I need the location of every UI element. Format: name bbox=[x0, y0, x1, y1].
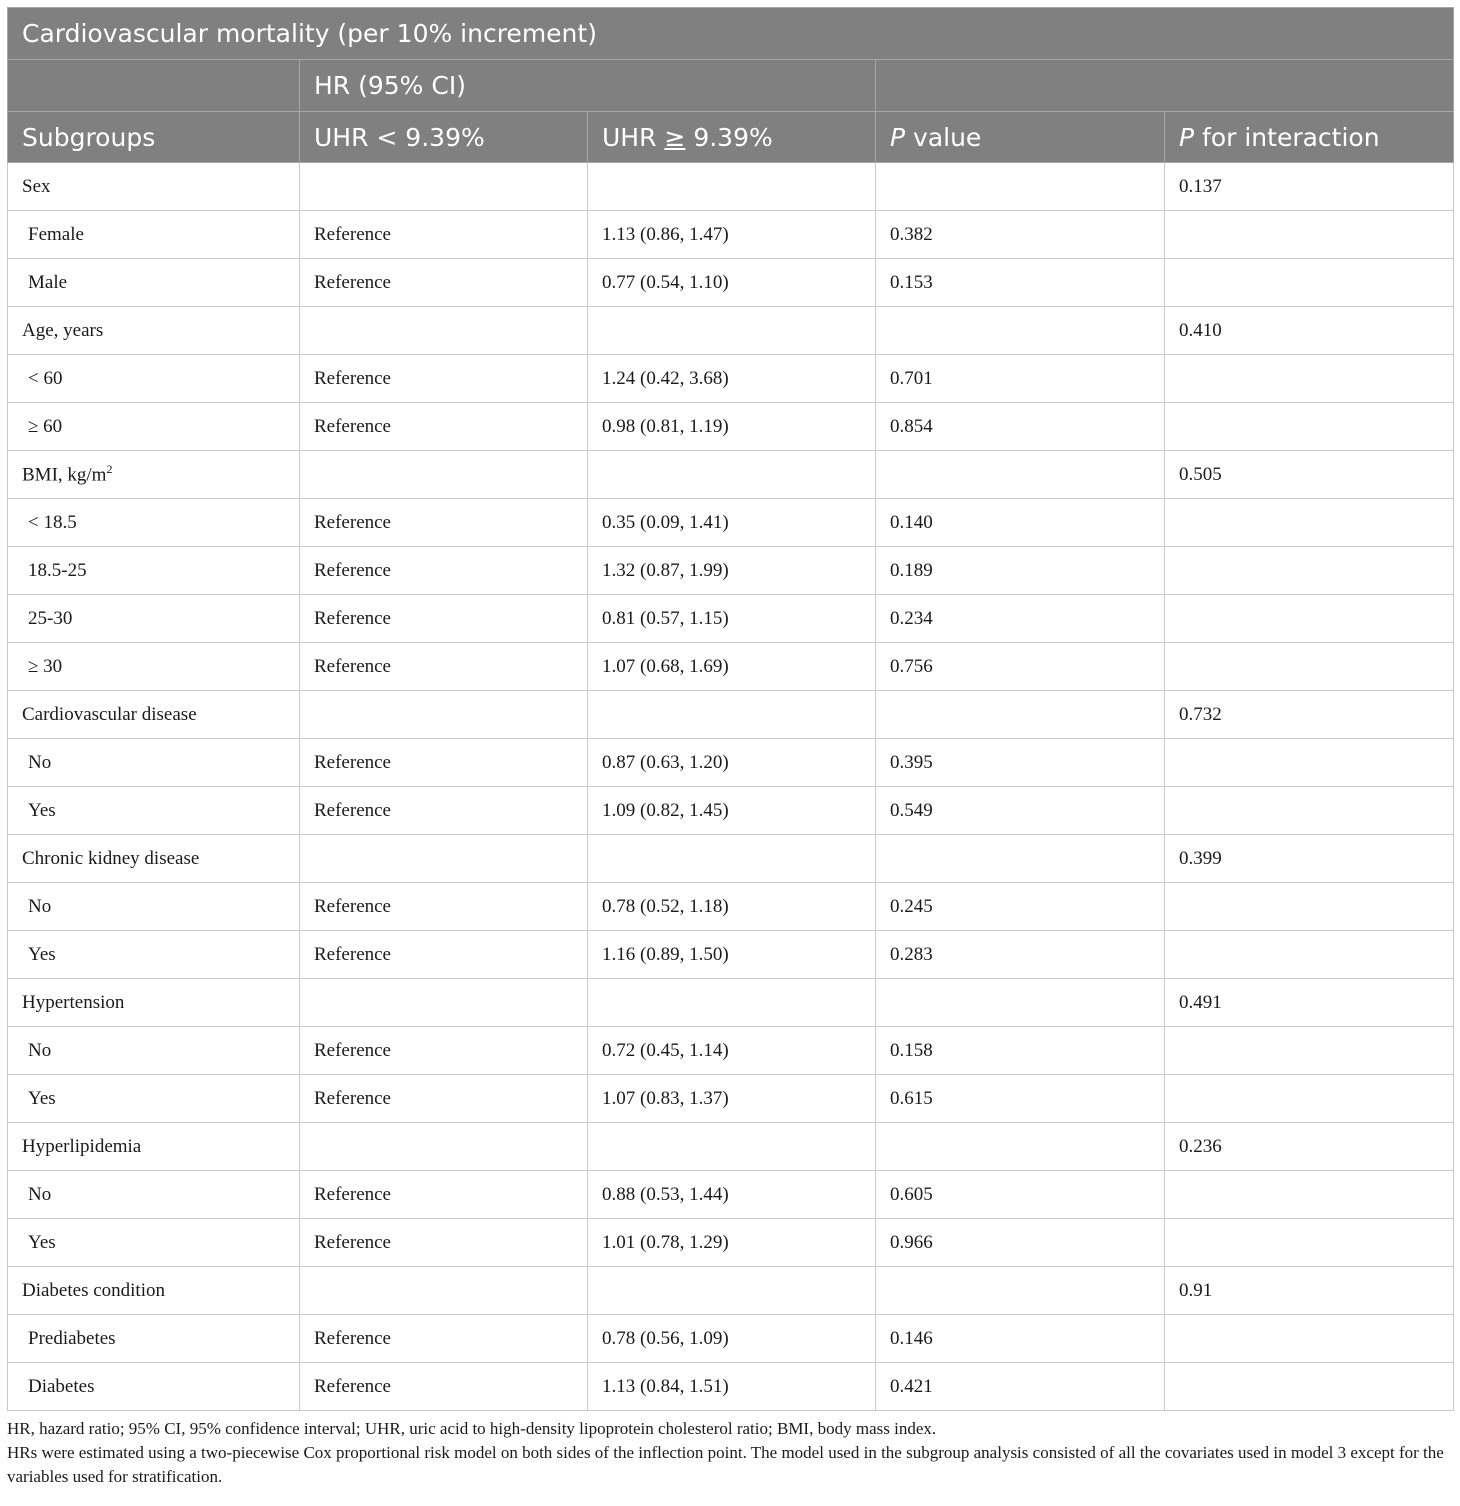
cell-hr-low bbox=[300, 1123, 588, 1171]
cell-hr-low bbox=[300, 643, 588, 691]
cell-subgroup bbox=[8, 1315, 300, 1363]
cell-hr-low bbox=[300, 499, 588, 547]
cell-hr-high-text: 0.87 (0.63, 1.20) bbox=[602, 751, 729, 773]
cell-p-value bbox=[876, 307, 1165, 355]
cell-p-value-text: 0.146 bbox=[890, 1327, 933, 1349]
col-subgroups: Subgroups bbox=[8, 112, 300, 163]
cell-p-interaction bbox=[1165, 403, 1454, 451]
cell-hr-high bbox=[588, 1123, 876, 1171]
cell-hr-high bbox=[588, 1363, 876, 1411]
cell-hr-low bbox=[300, 979, 588, 1027]
cell-p-value-text: 0.421 bbox=[890, 1375, 933, 1397]
cell-hr-low bbox=[300, 355, 588, 403]
cell-hr-low bbox=[300, 307, 588, 355]
cell-subgroup-text: No bbox=[28, 1183, 52, 1205]
cell-hr-high-text: 1.24 (0.42, 3.68) bbox=[602, 367, 729, 389]
cell-p-value bbox=[876, 1027, 1165, 1075]
subgroup-table bbox=[7, 7, 1454, 1411]
cell-hr-high bbox=[588, 1171, 876, 1219]
cell-p-value-text: 0.153 bbox=[890, 271, 933, 293]
cell-p-interaction bbox=[1165, 691, 1454, 739]
cell-subgroup-text: Hypertension bbox=[22, 991, 125, 1013]
cell-hr-low-text: Reference bbox=[314, 1375, 391, 1397]
cell-hr-low bbox=[300, 259, 588, 307]
cell-p-interaction bbox=[1165, 259, 1454, 307]
table-row bbox=[8, 355, 1454, 403]
cell-hr-low-text: Reference bbox=[314, 223, 391, 245]
table-row bbox=[8, 691, 1454, 739]
cell-hr-low-text: Reference bbox=[314, 607, 391, 629]
cell-subgroup-text: Sex bbox=[22, 175, 51, 197]
cell-hr-high bbox=[588, 595, 876, 643]
cell-hr-low bbox=[300, 883, 588, 931]
cell-p-interaction bbox=[1165, 979, 1454, 1027]
cell-hr-low bbox=[300, 547, 588, 595]
cell-p-interaction bbox=[1165, 787, 1454, 835]
cell-p-value-text: 0.382 bbox=[890, 223, 933, 245]
cell-subgroup-text: Hyperlipidemia bbox=[22, 1135, 142, 1157]
col-p-italic: P bbox=[890, 122, 906, 152]
cell-p-interaction bbox=[1165, 1363, 1454, 1411]
col-uhr-low: UHR < 9.39% bbox=[300, 112, 588, 163]
cell-hr-high bbox=[588, 643, 876, 691]
cell-hr-high bbox=[588, 1219, 876, 1267]
table-row bbox=[8, 787, 1454, 835]
cell-p-value bbox=[876, 979, 1165, 1027]
cell-hr-low-text: Reference bbox=[314, 1327, 391, 1349]
cell-p-interaction-text: 0.491 bbox=[1179, 991, 1222, 1013]
cell-p-value-text: 0.615 bbox=[890, 1087, 933, 1109]
cell-p-value bbox=[876, 547, 1165, 595]
cell-hr-high bbox=[588, 931, 876, 979]
cell-p-interaction-text: 0.91 bbox=[1179, 1279, 1213, 1301]
cell-subgroup-text: 18.5-25 bbox=[28, 559, 87, 581]
cell-p-value bbox=[876, 931, 1165, 979]
cell-p-interaction bbox=[1165, 739, 1454, 787]
column-header-row bbox=[8, 112, 1454, 163]
cell-subgroup bbox=[8, 643, 300, 691]
cell-p-interaction bbox=[1165, 1219, 1454, 1267]
cell-subgroup bbox=[8, 1171, 300, 1219]
cell-p-value bbox=[876, 595, 1165, 643]
cell-subgroup bbox=[8, 835, 300, 883]
cell-subgroup-text: ≥ 60 bbox=[28, 415, 63, 437]
cell-subgroup bbox=[8, 787, 300, 835]
table-row bbox=[8, 979, 1454, 1027]
cell-subgroup-text: BMI, kg/m bbox=[22, 464, 107, 486]
cell-p-interaction bbox=[1165, 595, 1454, 643]
cell-subgroup-text: < 60 bbox=[28, 367, 63, 389]
cell-hr-high-text: 1.16 (0.89, 1.50) bbox=[602, 943, 729, 965]
cell-hr-high-text: 0.78 (0.52, 1.18) bbox=[602, 895, 729, 917]
cell-hr-high bbox=[588, 691, 876, 739]
group-header-row bbox=[8, 60, 1454, 112]
cell-subgroup-text: Female bbox=[28, 223, 84, 245]
footnote-abbreviations: HR, hazard ratio; 95% CI, 95% confidence interval; UHR, uric acid to high-density lipoprotein cholesterol ratio; BMI, body mass index. bbox=[7, 1419, 937, 1438]
cell-hr-high-text: 1.09 (0.82, 1.45) bbox=[602, 799, 729, 821]
table-title-row bbox=[8, 8, 1454, 60]
cell-p-value-text: 0.701 bbox=[890, 367, 933, 389]
cell-hr-low bbox=[300, 1315, 588, 1363]
cell-subgroup-text: Yes bbox=[28, 943, 56, 965]
table-row bbox=[8, 1315, 1454, 1363]
cell-subgroup-text: Diabetes bbox=[28, 1375, 95, 1397]
cell-p-interaction bbox=[1165, 883, 1454, 931]
cell-subgroup bbox=[8, 307, 300, 355]
cell-p-value bbox=[876, 211, 1165, 259]
cell-p-value bbox=[876, 739, 1165, 787]
cell-p-interaction bbox=[1165, 1171, 1454, 1219]
table-row bbox=[8, 1123, 1454, 1171]
cell-subgroup-text: Chronic kidney disease bbox=[22, 847, 200, 869]
cell-hr-low-text: Reference bbox=[314, 1039, 391, 1061]
cell-p-value-text: 0.234 bbox=[890, 607, 933, 629]
cell-p-interaction bbox=[1165, 307, 1454, 355]
cell-p-value-text: 0.140 bbox=[890, 511, 933, 533]
table-row bbox=[8, 211, 1454, 259]
cell-p-interaction bbox=[1165, 643, 1454, 691]
table-row bbox=[8, 739, 1454, 787]
cell-hr-high bbox=[588, 883, 876, 931]
cell-hr-low-text: Reference bbox=[314, 367, 391, 389]
cell-hr-high-text: 0.81 (0.57, 1.15) bbox=[602, 607, 729, 629]
cell-hr-high-text: 0.72 (0.45, 1.14) bbox=[602, 1039, 729, 1061]
cell-hr-high bbox=[588, 835, 876, 883]
cell-subgroup-superscript: 2 bbox=[106, 462, 113, 477]
cell-hr-low bbox=[300, 1171, 588, 1219]
cell-p-value bbox=[876, 643, 1165, 691]
cell-p-interaction bbox=[1165, 355, 1454, 403]
cell-hr-low bbox=[300, 931, 588, 979]
cell-p-value bbox=[876, 451, 1165, 499]
cell-p-interaction bbox=[1165, 1315, 1454, 1363]
cell-subgroup-text: No bbox=[28, 1039, 52, 1061]
cell-subgroup-text: ≥ 30 bbox=[28, 655, 63, 677]
cell-hr-low bbox=[300, 595, 588, 643]
cell-subgroup-text: Yes bbox=[28, 799, 56, 821]
cell-hr-high bbox=[588, 1267, 876, 1315]
cell-hr-low-text: Reference bbox=[314, 559, 391, 581]
cell-hr-low bbox=[300, 1363, 588, 1411]
footnote-method: HRs were estimated using a two-piecewise Cox proportional risk model on both sides of the inflection point. The model used in the subgroup analysis consisted of all the covariates used in model 3 except for the variables used for stratification. bbox=[7, 1443, 1444, 1486]
cell-p-value-text: 0.756 bbox=[890, 655, 933, 677]
table-row bbox=[8, 307, 1454, 355]
cell-p-interaction bbox=[1165, 211, 1454, 259]
cell-hr-low-text: Reference bbox=[314, 1087, 391, 1109]
cell-p-value-text: 0.395 bbox=[890, 751, 933, 773]
cell-subgroup bbox=[8, 163, 300, 211]
cell-p-interaction bbox=[1165, 451, 1454, 499]
table-row bbox=[8, 1027, 1454, 1075]
cell-p-value bbox=[876, 1267, 1165, 1315]
cell-hr-high bbox=[588, 259, 876, 307]
cell-subgroup-text: Cardiovascular disease bbox=[22, 703, 197, 725]
cell-hr-low bbox=[300, 403, 588, 451]
cell-hr-high bbox=[588, 355, 876, 403]
cell-hr-low bbox=[300, 835, 588, 883]
cell-p-interaction bbox=[1165, 499, 1454, 547]
table-row bbox=[8, 499, 1454, 547]
cell-subgroup bbox=[8, 1363, 300, 1411]
table-row bbox=[8, 1219, 1454, 1267]
cell-hr-high-text: 1.01 (0.78, 1.29) bbox=[602, 1231, 729, 1253]
cell-p-interaction-text: 0.137 bbox=[1179, 175, 1222, 197]
cell-p-interaction bbox=[1165, 1075, 1454, 1123]
cell-hr-low-text: Reference bbox=[314, 271, 391, 293]
cell-hr-high-text: 1.07 (0.83, 1.37) bbox=[602, 1087, 729, 1109]
cell-p-value bbox=[876, 1123, 1165, 1171]
col-pint-rest: for interaction bbox=[1194, 122, 1380, 152]
col-p-interaction bbox=[1165, 112, 1454, 163]
cell-p-interaction bbox=[1165, 835, 1454, 883]
cell-hr-high bbox=[588, 211, 876, 259]
cell-p-value-text: 0.966 bbox=[890, 1231, 933, 1253]
table-row bbox=[8, 1267, 1454, 1315]
cell-subgroup bbox=[8, 259, 300, 307]
cell-p-value bbox=[876, 1315, 1165, 1363]
cell-p-interaction bbox=[1165, 1027, 1454, 1075]
cell-hr-high bbox=[588, 547, 876, 595]
cell-subgroup bbox=[8, 403, 300, 451]
cell-p-value-text: 0.549 bbox=[890, 799, 933, 821]
cell-hr-high-text: 0.78 (0.56, 1.09) bbox=[602, 1327, 729, 1349]
cell-hr-low-text: Reference bbox=[314, 799, 391, 821]
cell-hr-high bbox=[588, 979, 876, 1027]
cell-subgroup-text: Prediabetes bbox=[28, 1327, 116, 1349]
cell-subgroup bbox=[8, 739, 300, 787]
cell-p-value-text: 0.283 bbox=[890, 943, 933, 965]
cell-p-interaction-text: 0.732 bbox=[1179, 703, 1222, 725]
cell-subgroup bbox=[8, 547, 300, 595]
table-row bbox=[8, 883, 1454, 931]
cell-hr-high bbox=[588, 403, 876, 451]
cell-hr-low bbox=[300, 1267, 588, 1315]
cell-p-value bbox=[876, 1219, 1165, 1267]
col-uhr-high-prefix: UHR bbox=[602, 122, 665, 152]
cell-p-value bbox=[876, 355, 1165, 403]
cell-p-value bbox=[876, 1363, 1165, 1411]
cell-hr-high-text: 0.77 (0.54, 1.10) bbox=[602, 271, 729, 293]
table-row bbox=[8, 1363, 1454, 1411]
table-row bbox=[8, 403, 1454, 451]
table-row bbox=[8, 931, 1454, 979]
col-p-value bbox=[876, 112, 1165, 163]
cell-hr-low bbox=[300, 691, 588, 739]
cell-hr-high bbox=[588, 1315, 876, 1363]
cell-subgroup bbox=[8, 499, 300, 547]
cell-hr-high-text: 0.98 (0.81, 1.19) bbox=[602, 415, 729, 437]
cell-p-interaction bbox=[1165, 1123, 1454, 1171]
cell-p-interaction-text: 0.399 bbox=[1179, 847, 1222, 869]
cell-hr-low-text: Reference bbox=[314, 1231, 391, 1253]
cell-hr-high-text: 1.13 (0.84, 1.51) bbox=[602, 1375, 729, 1397]
cell-p-value bbox=[876, 499, 1165, 547]
cell-subgroup bbox=[8, 355, 300, 403]
table-row bbox=[8, 163, 1454, 211]
cell-p-value bbox=[876, 787, 1165, 835]
cell-p-value bbox=[876, 1075, 1165, 1123]
cell-subgroup-text: Age, years bbox=[22, 319, 104, 341]
cell-hr-high-text: 1.07 (0.68, 1.69) bbox=[602, 655, 729, 677]
cell-p-value-text: 0.605 bbox=[890, 1183, 933, 1205]
cell-p-value-text: 0.245 bbox=[890, 895, 933, 917]
cell-subgroup bbox=[8, 1123, 300, 1171]
cell-hr-high bbox=[588, 163, 876, 211]
cell-subgroup-text: Yes bbox=[28, 1231, 56, 1253]
col-uhr-high-value: 9.39% bbox=[685, 122, 773, 152]
table-row bbox=[8, 1075, 1454, 1123]
cell-p-interaction bbox=[1165, 1267, 1454, 1315]
cell-hr-low bbox=[300, 163, 588, 211]
cell-subgroup bbox=[8, 1027, 300, 1075]
table-row bbox=[8, 259, 1454, 307]
cell-hr-high bbox=[588, 739, 876, 787]
cell-hr-high-text: 1.13 (0.86, 1.47) bbox=[602, 223, 729, 245]
cell-p-value bbox=[876, 835, 1165, 883]
cell-hr-low bbox=[300, 1219, 588, 1267]
cell-hr-low bbox=[300, 787, 588, 835]
cell-subgroup-text: No bbox=[28, 751, 52, 773]
cell-subgroup bbox=[8, 451, 300, 499]
cell-hr-high-text: 0.35 (0.09, 1.41) bbox=[602, 511, 729, 533]
table-title: Cardiovascular mortality (per 10% increment) bbox=[8, 8, 1454, 60]
cell-hr-low-text: Reference bbox=[314, 415, 391, 437]
table-row bbox=[8, 1171, 1454, 1219]
cell-hr-low-text: Reference bbox=[314, 943, 391, 965]
cell-hr-low-text: Reference bbox=[314, 655, 391, 677]
cell-subgroup-text: 25-30 bbox=[28, 607, 73, 629]
table-body bbox=[8, 163, 1454, 1411]
cell-hr-low-text: Reference bbox=[314, 1183, 391, 1205]
cell-hr-high-text: 0.88 (0.53, 1.44) bbox=[602, 1183, 729, 1205]
cell-hr-low-text: Reference bbox=[314, 751, 391, 773]
cell-subgroup bbox=[8, 1267, 300, 1315]
hr-group-header: HR (95% CI) bbox=[300, 60, 876, 112]
cell-p-value-text: 0.158 bbox=[890, 1039, 933, 1061]
table-row bbox=[8, 547, 1454, 595]
cell-hr-high bbox=[588, 1075, 876, 1123]
cell-subgroup-text: < 18.5 bbox=[28, 511, 77, 533]
col-p-rest: value bbox=[905, 122, 982, 152]
cell-p-interaction-text: 0.236 bbox=[1179, 1135, 1222, 1157]
group-header-empty-right bbox=[876, 60, 1454, 112]
col-pint-italic: P bbox=[1179, 122, 1195, 152]
cell-p-value bbox=[876, 403, 1165, 451]
cell-p-interaction bbox=[1165, 547, 1454, 595]
cell-p-value-text: 0.854 bbox=[890, 415, 933, 437]
cell-subgroup bbox=[8, 931, 300, 979]
cell-hr-low bbox=[300, 1075, 588, 1123]
cell-subgroup bbox=[8, 211, 300, 259]
cell-p-interaction-text: 0.505 bbox=[1179, 463, 1222, 485]
cell-subgroup bbox=[8, 1219, 300, 1267]
cell-subgroup-text: Diabetes condition bbox=[22, 1279, 165, 1301]
cell-hr-high bbox=[588, 307, 876, 355]
cell-p-interaction bbox=[1165, 931, 1454, 979]
cell-p-value bbox=[876, 883, 1165, 931]
footnotes bbox=[7, 1417, 1453, 1489]
table-row bbox=[8, 595, 1454, 643]
cell-subgroup-text: No bbox=[28, 895, 52, 917]
cell-p-value bbox=[876, 691, 1165, 739]
table-wrapper bbox=[7, 7, 1453, 1489]
table-row bbox=[8, 643, 1454, 691]
cell-hr-high bbox=[588, 451, 876, 499]
cell-subgroup-text: Yes bbox=[28, 1087, 56, 1109]
cell-p-value bbox=[876, 163, 1165, 211]
cell-hr-high bbox=[588, 499, 876, 547]
cell-subgroup bbox=[8, 691, 300, 739]
cell-subgroup-text: Male bbox=[28, 271, 68, 293]
cell-subgroup bbox=[8, 595, 300, 643]
cell-hr-low bbox=[300, 211, 588, 259]
col-uhr-high bbox=[588, 112, 876, 163]
cell-hr-low bbox=[300, 739, 588, 787]
cell-hr-low bbox=[300, 451, 588, 499]
cell-hr-low-text: Reference bbox=[314, 895, 391, 917]
cell-hr-low bbox=[300, 1027, 588, 1075]
cell-p-interaction bbox=[1165, 163, 1454, 211]
cell-hr-low-text: Reference bbox=[314, 511, 391, 533]
table-row bbox=[8, 451, 1454, 499]
cell-p-value bbox=[876, 259, 1165, 307]
cell-hr-high-text: 1.32 (0.87, 1.99) bbox=[602, 559, 729, 581]
cell-hr-high bbox=[588, 787, 876, 835]
cell-p-value bbox=[876, 1171, 1165, 1219]
cell-p-value-text: 0.189 bbox=[890, 559, 933, 581]
cell-p-interaction-text: 0.410 bbox=[1179, 319, 1222, 341]
cell-hr-high bbox=[588, 1027, 876, 1075]
group-header-empty bbox=[8, 60, 300, 112]
table-row bbox=[8, 835, 1454, 883]
cell-subgroup bbox=[8, 1075, 300, 1123]
col-uhr-high-symbol: ≥ bbox=[664, 122, 686, 152]
cell-subgroup bbox=[8, 979, 300, 1027]
cell-subgroup bbox=[8, 883, 300, 931]
